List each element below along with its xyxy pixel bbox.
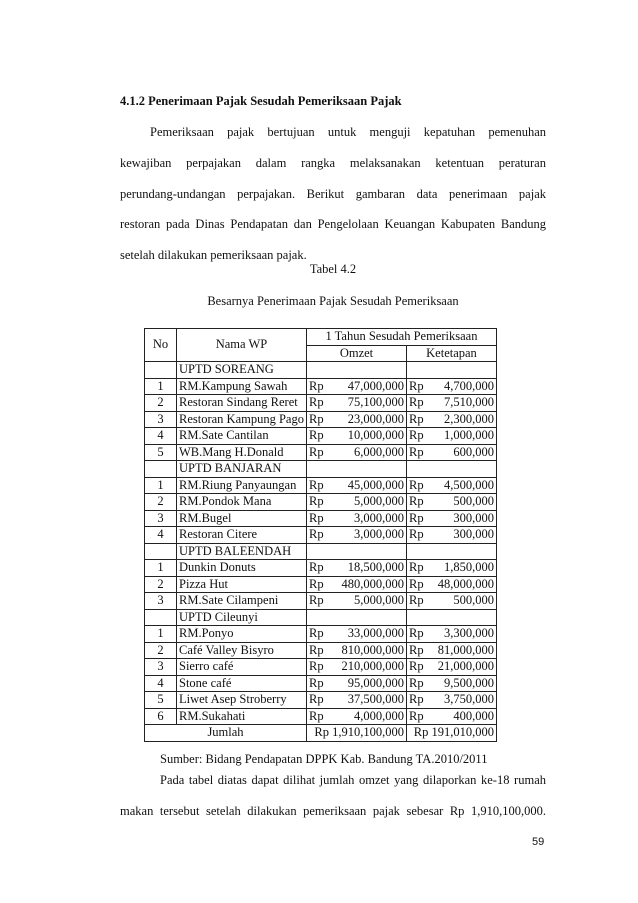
row-no: 3 xyxy=(145,659,177,676)
row-omzet: 3,000,000 xyxy=(328,510,406,527)
group-name: UPTD BALEENDAH xyxy=(177,543,307,560)
row-ketetapan: 2,300,000 xyxy=(428,411,496,428)
paragraph-line: makan tersebut setelah dilakukan pemeriksaan pajak sebesar Rp 1,910,100,000. xyxy=(120,803,546,818)
row-no: 2 xyxy=(145,395,177,412)
row-ketetapan-currency: Rp xyxy=(406,626,428,643)
row-omzet: 18,500,000 xyxy=(328,560,406,577)
row-omzet: 3,000,000 xyxy=(328,527,406,544)
row-ketetapan: 48,000,000 xyxy=(428,576,496,593)
row-ketetapan-currency: Rp xyxy=(406,527,428,544)
row-omzet: 33,000,000 xyxy=(328,626,406,643)
row-ketetapan: 4,500,000 xyxy=(428,477,496,494)
row-omzet: 10,000,000 xyxy=(328,428,406,445)
header-name: Nama WP xyxy=(177,329,307,362)
row-name: RM.Riung Panyaungan xyxy=(177,477,307,494)
row-no: 2 xyxy=(145,576,177,593)
table-row xyxy=(145,642,497,659)
row-ketetapan: 500,000 xyxy=(428,494,496,511)
table-row xyxy=(145,675,497,692)
group-omzet-cell xyxy=(306,543,406,560)
row-omzet: 23,000,000 xyxy=(328,411,406,428)
row-no: 1 xyxy=(145,477,177,494)
table-row xyxy=(145,593,497,610)
row-name: Café Valley Bisyro xyxy=(177,642,307,659)
paragraph-line: perundang-undangan perpajakan. Berikut gambaran data penerimaan pajak xyxy=(120,186,546,201)
group-ketetapan-cell xyxy=(406,461,496,478)
section-heading: 4.1.2 Penerimaan Pajak Sesudah Pemeriksaan Pajak xyxy=(120,94,402,108)
header-no: No xyxy=(145,329,177,362)
row-ketetapan-currency: Rp xyxy=(406,576,428,593)
table-row xyxy=(145,576,497,593)
row-no: 1 xyxy=(145,560,177,577)
group-ketetapan-cell xyxy=(406,609,496,626)
group-omzet-cell xyxy=(306,362,406,379)
row-name: Stone café xyxy=(177,675,307,692)
row-ketetapan-currency: Rp xyxy=(406,395,428,412)
row-omzet-currency: Rp xyxy=(306,378,328,395)
row-ketetapan-currency: Rp xyxy=(406,675,428,692)
row-omzet-currency: Rp xyxy=(306,510,328,527)
table-row xyxy=(145,378,497,395)
row-omzet-currency: Rp xyxy=(306,494,328,511)
row-name: Sierro café xyxy=(177,659,307,676)
summary-paragraph xyxy=(120,765,546,827)
row-ketetapan: 300,000 xyxy=(428,527,496,544)
table-row xyxy=(145,560,497,577)
row-no: 4 xyxy=(145,675,177,692)
row-name: Restoran Citere xyxy=(177,527,307,544)
table-source: Sumber: Bidang Pendapatan DPPK Kab. Bandung TA.2010/2011 xyxy=(160,752,488,766)
row-name: RM.Kampung Sawah xyxy=(177,378,307,395)
table-row xyxy=(145,477,497,494)
total-omzet: Rp 1,910,100,000 xyxy=(306,725,406,742)
header-ketetapan: Ketetapan xyxy=(406,345,496,362)
row-ketetapan-currency: Rp xyxy=(406,477,428,494)
row-omzet: 5,000,000 xyxy=(328,494,406,511)
row-ketetapan-currency: Rp xyxy=(406,692,428,709)
row-ketetapan-currency: Rp xyxy=(406,378,428,395)
row-no: 5 xyxy=(145,692,177,709)
row-omzet: 45,000,000 xyxy=(328,477,406,494)
row-name: Dunkin Donuts xyxy=(177,560,307,577)
group-ketetapan-cell xyxy=(406,543,496,560)
row-omzet-currency: Rp xyxy=(306,642,328,659)
group-row xyxy=(145,461,497,478)
paragraph-line: kewajiban perpajakan dalam rangka melaksanakan ketentuan peraturan xyxy=(120,155,546,170)
row-omzet-currency: Rp xyxy=(306,675,328,692)
table-row xyxy=(145,527,497,544)
row-omzet-currency: Rp xyxy=(306,560,328,577)
table-row xyxy=(145,708,497,725)
row-no: 2 xyxy=(145,494,177,511)
row-omzet: 75,100,000 xyxy=(328,395,406,412)
row-no: 3 xyxy=(145,593,177,610)
paragraph-line: Pemeriksaan pajak bertujuan untuk menguji kepatuhan pemenuhan xyxy=(150,125,546,139)
table-row xyxy=(145,428,497,445)
table-row xyxy=(145,692,497,709)
group-name: UPTD BANJARAN xyxy=(177,461,307,478)
row-ketetapan: 500,000 xyxy=(428,593,496,610)
row-ketetapan-currency: Rp xyxy=(406,444,428,461)
row-omzet: 6,000,000 xyxy=(328,444,406,461)
row-omzet: 47,000,000 xyxy=(328,378,406,395)
row-ketetapan: 4,700,000 xyxy=(428,378,496,395)
table-row xyxy=(145,626,497,643)
group-ketetapan-cell xyxy=(406,362,496,379)
row-no: 3 xyxy=(145,411,177,428)
row-omzet: 5,000,000 xyxy=(328,593,406,610)
tax-table-wrapper xyxy=(144,328,497,742)
row-ketetapan: 1,850,000 xyxy=(428,560,496,577)
table-row xyxy=(145,395,497,412)
tax-table xyxy=(144,328,497,742)
row-omzet-currency: Rp xyxy=(306,395,328,412)
row-no: 1 xyxy=(145,378,177,395)
row-name: Liwet Asep Stroberry xyxy=(177,692,307,709)
table-title: Besarnya Penerimaan Pajak Sesudah Pemeriksaan xyxy=(207,294,459,308)
row-name: Restoran Sindang Reret xyxy=(177,395,307,412)
row-ketetapan-currency: Rp xyxy=(406,560,428,577)
table-number: Tabel 4.2 xyxy=(309,262,357,276)
group-row xyxy=(145,362,497,379)
row-name: WB.Mang H.Donald xyxy=(177,444,307,461)
row-omzet: 95,000,000 xyxy=(328,675,406,692)
row-no: 2 xyxy=(145,642,177,659)
row-omzet: 210,000,000 xyxy=(328,659,406,676)
row-omzet: 37,500,000 xyxy=(328,692,406,709)
row-no: 5 xyxy=(145,444,177,461)
row-omzet-currency: Rp xyxy=(306,659,328,676)
group-no-cell xyxy=(145,543,177,560)
row-ketetapan: 3,300,000 xyxy=(428,626,496,643)
table-row xyxy=(145,510,497,527)
row-name: RM.Sate Cilampeni xyxy=(177,593,307,610)
row-name: RM.Pondok Mana xyxy=(177,494,307,511)
group-row xyxy=(145,609,497,626)
row-ketetapan: 3,750,000 xyxy=(428,692,496,709)
row-omzet-currency: Rp xyxy=(306,477,328,494)
row-omzet-currency: Rp xyxy=(306,444,328,461)
group-name: UPTD Cileunyi xyxy=(177,609,307,626)
row-ketetapan: 7,510,000 xyxy=(428,395,496,412)
row-omzet-currency: Rp xyxy=(306,593,328,610)
total-row xyxy=(145,725,497,742)
row-ketetapan: 21,000,000 xyxy=(428,659,496,676)
row-omzet: 480,000,000 xyxy=(328,576,406,593)
table-row xyxy=(145,494,497,511)
row-ketetapan-currency: Rp xyxy=(406,708,428,725)
table-row xyxy=(145,444,497,461)
row-no: 3 xyxy=(145,510,177,527)
row-omzet: 4,000,000 xyxy=(328,708,406,725)
total-ketetapan: Rp 191,010,000 xyxy=(406,725,496,742)
row-omzet-currency: Rp xyxy=(306,576,328,593)
row-ketetapan-currency: Rp xyxy=(406,510,428,527)
row-omzet-currency: Rp xyxy=(306,626,328,643)
row-omzet: 810,000,000 xyxy=(328,642,406,659)
row-ketetapan-currency: Rp xyxy=(406,428,428,445)
row-ketetapan-currency: Rp xyxy=(406,593,428,610)
row-omzet-currency: Rp xyxy=(306,527,328,544)
row-name: RM.Ponyo xyxy=(177,626,307,643)
row-ketetapan-currency: Rp xyxy=(406,642,428,659)
row-omzet-currency: Rp xyxy=(306,692,328,709)
table-body xyxy=(145,362,497,742)
row-no: 1 xyxy=(145,626,177,643)
header-omzet: Omzet xyxy=(306,345,406,362)
group-no-cell xyxy=(145,362,177,379)
group-no-cell xyxy=(145,609,177,626)
paragraph-line: setelah dilakukan pemeriksaan pajak. xyxy=(120,248,307,263)
total-label: Jumlah xyxy=(145,725,307,742)
intro-paragraph xyxy=(120,117,546,271)
row-name: Restoran Kampung Pago xyxy=(177,411,307,428)
group-omzet-cell xyxy=(306,609,406,626)
row-ketetapan-currency: Rp xyxy=(406,659,428,676)
row-ketetapan-currency: Rp xyxy=(406,494,428,511)
row-name: RM.Bugel xyxy=(177,510,307,527)
row-ketetapan-currency: Rp xyxy=(406,411,428,428)
table-row xyxy=(145,659,497,676)
row-name: Pizza Hut xyxy=(177,576,307,593)
row-ketetapan: 1,000,000 xyxy=(428,428,496,445)
table-row xyxy=(145,411,497,428)
row-name: RM.Sukahati xyxy=(177,708,307,725)
row-omzet-currency: Rp xyxy=(306,428,328,445)
group-row xyxy=(145,543,497,560)
row-ketetapan: 81,000,000 xyxy=(428,642,496,659)
row-ketetapan: 9,500,000 xyxy=(428,675,496,692)
row-omzet-currency: Rp xyxy=(306,708,328,725)
row-no: 6 xyxy=(145,708,177,725)
row-no: 4 xyxy=(145,527,177,544)
row-name: RM.Sate Cantilan xyxy=(177,428,307,445)
group-no-cell xyxy=(145,461,177,478)
group-omzet-cell xyxy=(306,461,406,478)
group-name: UPTD SOREANG xyxy=(177,362,307,379)
page-number: 59 xyxy=(532,836,545,848)
row-ketetapan: 400,000 xyxy=(428,708,496,725)
row-ketetapan: 300,000 xyxy=(428,510,496,527)
header-period: 1 Tahun Sesudah Pemeriksaan xyxy=(306,329,496,346)
row-omzet-currency: Rp xyxy=(306,411,328,428)
row-ketetapan: 600,000 xyxy=(428,444,496,461)
row-no: 4 xyxy=(145,428,177,445)
paragraph-line: restoran pada Dinas Pendapatan dan Pengelolaan Keuangan Kabupaten Bandung xyxy=(120,217,546,232)
paragraph-line: Pada tabel diatas dapat dilihat jumlah omzet yang dilaporkan ke-18 rumah xyxy=(160,773,546,787)
